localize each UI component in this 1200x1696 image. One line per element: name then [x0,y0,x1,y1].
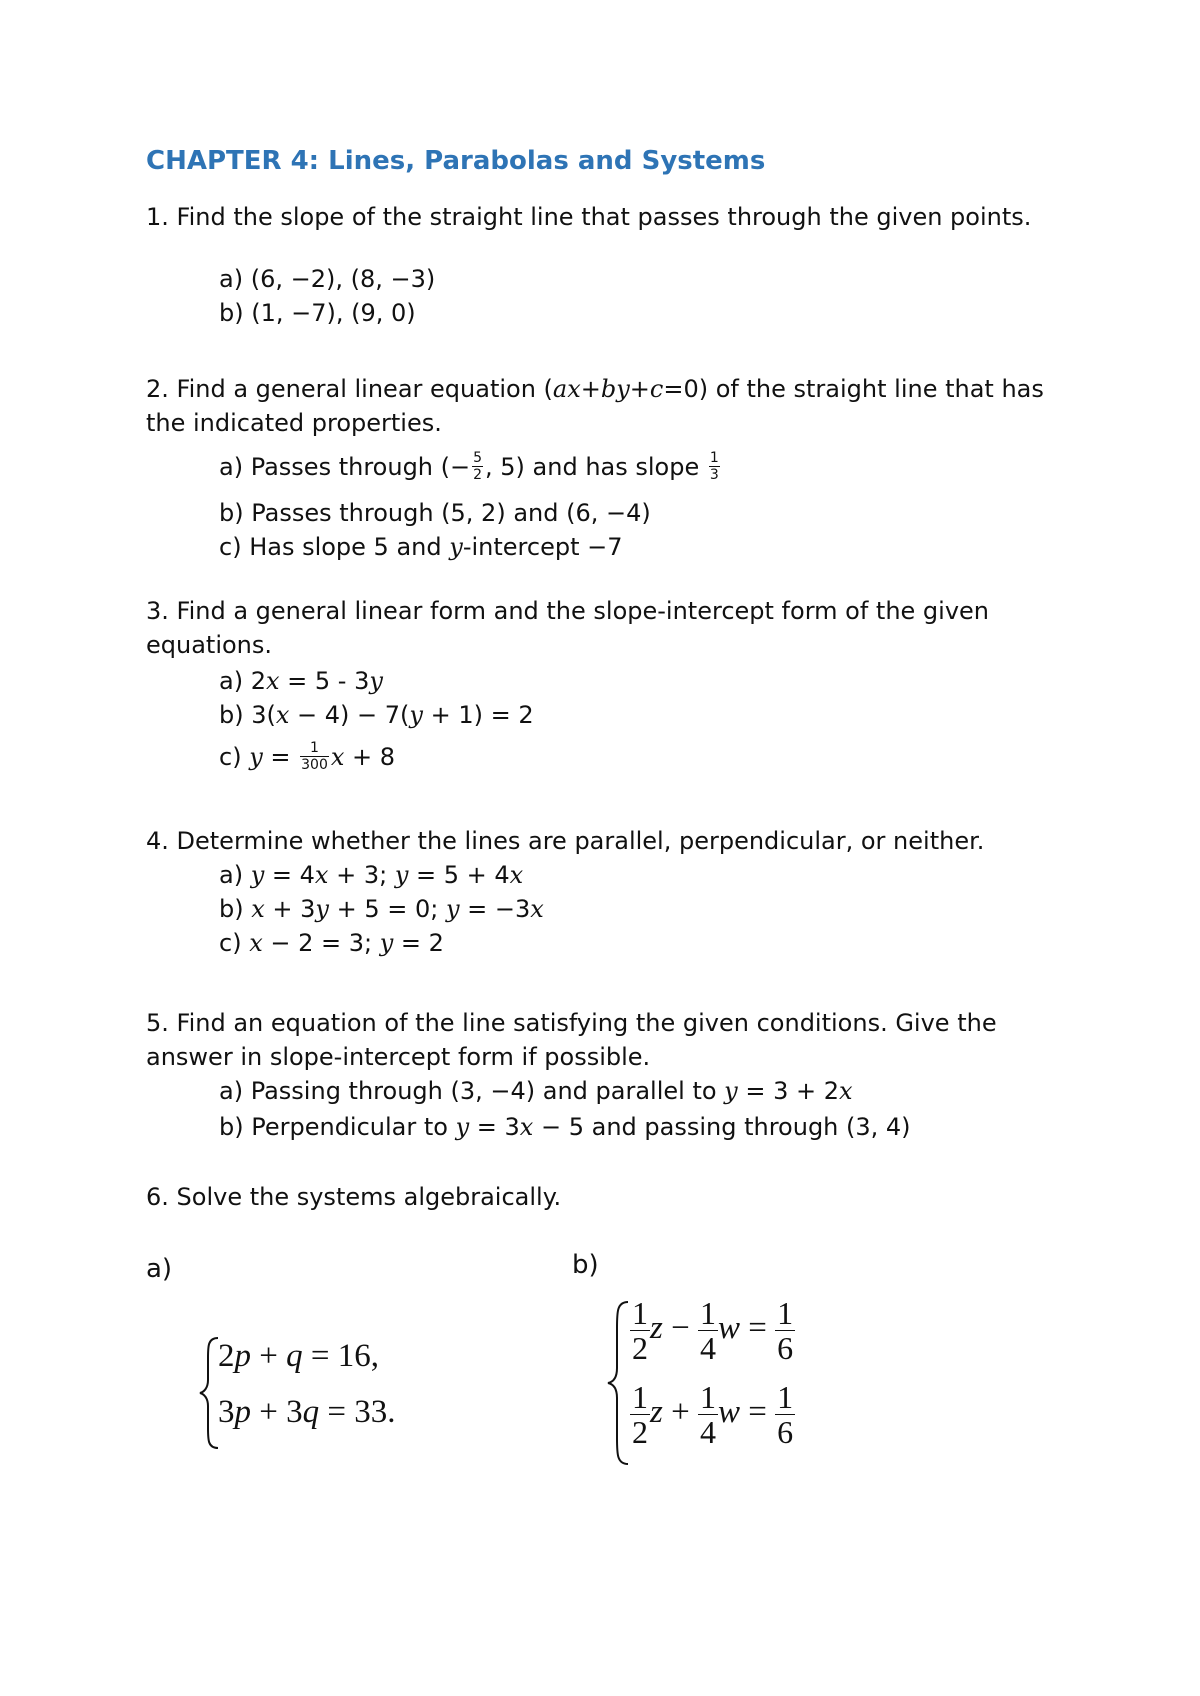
fraction-numerator: 1 [699,1379,716,1415]
variable: w [717,1310,740,1347]
fraction [698,1296,718,1365]
question-1b: b) (1, −7), (9, 0) [219,299,416,327]
q2-plus-1: + [580,375,601,403]
q2-text-before: 2. Find a general linear equation ( [146,375,553,403]
fraction-numerator: 1 [777,1295,794,1331]
q3a-mid: = 5 - 3 [279,667,370,695]
q3b-var-x: x [275,701,290,729]
fraction-numerator: 5 [473,449,483,466]
q5b-suffix: − 5 and passing through (3, 4) [533,1113,911,1141]
question-1-text: 1. Find the slope of the straight line that passes through the given points. [146,203,1032,231]
question-4b [219,892,544,926]
q4a-var: y [250,861,265,889]
q5a-var-x: x [839,1077,853,1105]
question-4c [219,926,444,960]
operator: = [739,1394,776,1431]
variable: q [286,1338,303,1374]
q4c-part: = 2 [393,929,444,957]
operator: + [251,1338,287,1374]
fraction-denominator: 6 [777,1330,794,1366]
chapter-title: CHAPTER 4: Lines, Parabolas and Systems [146,146,766,176]
fraction-denominator: 4 [699,1330,716,1366]
left-brace-icon [198,1336,220,1450]
variable: z [650,1394,663,1431]
fraction-denominator: 4 [699,1414,716,1450]
q3c-prefix: c) [219,743,250,771]
question-4a [219,858,523,892]
q4a-var: y [394,861,409,889]
question-6-text: 6. Solve the systems algebraically. [146,1183,562,1211]
q4b-var: x [530,895,544,923]
variable: p [234,1338,251,1374]
variable: p [234,1394,251,1430]
fraction-numerator: 1 [699,1295,716,1331]
question-3a [219,664,383,698]
system-b-equation-1 [630,1296,795,1365]
q3b-mid: − 4) − 7( [289,701,410,729]
fraction-numerator: 1 [777,1379,794,1415]
q2a-mid: , 5) and has slope [485,453,700,481]
question-4-text: 4. Determine whether the lines are parallel, perpendicular, or neither. [146,827,985,855]
question-1a: a) (6, −2), (8, −3) [219,265,436,293]
q2-text-after: ) of the straight line that has the indicated properties. [146,375,1044,437]
coefficient: 3 [218,1394,235,1430]
question-3-text: 3. Find a general linear form and the slope-intercept form of the given equations. [146,597,989,659]
q5b-prefix: b) Perpendicular to [219,1113,456,1141]
operator: + 3 [251,1394,303,1430]
q3c-eq: = [262,743,299,771]
q5a-var-y: y [724,1077,738,1105]
question-2b: b) Passes through (5, 2) and (6, −4) [219,499,651,527]
q4c-part: c) [219,929,250,957]
q2c-prefix: c) Has slope 5 and [219,533,450,561]
q4a-part: = 4 [264,861,315,889]
fraction-denominator: 2 [632,1414,648,1450]
fraction [630,1380,650,1449]
q4a-var: x [314,861,329,889]
operator: + [662,1394,698,1431]
q4c-part: − 2 = 3; [262,929,380,957]
q3b-suffix: + 1) = 2 [422,701,534,729]
q2-var-by: by [600,375,630,403]
system-a-equation-2 [218,1394,396,1431]
fraction-numerator: 1 [300,740,329,757]
system-a-equation-1 [218,1338,379,1375]
fraction-denominator: 300 [301,756,328,773]
q4b-part: b) [219,895,252,923]
fraction-denominator: 6 [777,1414,794,1450]
fraction-numerator: 1 [632,1295,648,1331]
q4b-var: y [445,895,460,923]
variable: z [650,1310,663,1347]
q3b-var-y: y [409,701,423,729]
q5a-prefix: a) Passing through (3, −4) and parallel to [219,1077,725,1105]
system-a [198,1332,458,1462]
q2-eq-zero: =0 [663,375,699,403]
q4a-part: + 3; [328,861,395,889]
q4b-part: + 3 [264,895,316,923]
q3c-var-x: x [330,743,345,771]
q3c-fraction [300,740,329,773]
system-b-label: b) [572,1250,599,1280]
q5b-var-y: y [455,1113,470,1141]
system-b-equation-2 [630,1380,795,1449]
question-5b [219,1110,911,1144]
q2a-point-fraction [472,450,483,483]
q2c-var-y: y [449,533,463,561]
fraction-numerator: 1 [709,449,719,466]
operator: − [662,1310,698,1347]
variable: q [302,1394,320,1430]
fraction-denominator: 2 [473,466,483,483]
right-hand-side: = 33. [319,1394,396,1430]
operator: = [739,1310,776,1347]
q3a-prefix: a) 2 [219,667,266,695]
right-hand-side: = 16, [302,1338,379,1374]
q3a-var-x: x [265,667,280,695]
q3a-var-y: y [369,667,383,695]
question-5a [219,1074,853,1108]
q3c-suffix: + 8 [344,743,396,771]
q4b-var: x [251,895,265,923]
system-b [606,1296,866,1472]
question-2a [219,450,722,485]
q2a-prefix: a) Passes through (− [219,453,471,481]
q2-plus-2: + [629,375,650,403]
q5b-mid: = 3 [469,1113,520,1141]
q4b-var: y [315,895,329,923]
fraction-denominator: 2 [632,1330,648,1366]
q5a-mid: = 3 + 2 [737,1077,840,1105]
q2a-slope-fraction [709,450,720,483]
question-2c [219,530,622,564]
q2-var-ax: ax [552,375,581,403]
q4b-part: = −3 [459,895,531,923]
question-5-text: 5. Find an equation of the line satisfying the given conditions. Give the answer in slope-intercept form if possible. [146,1009,997,1071]
variable: w [717,1394,740,1431]
question-3b [219,698,534,732]
fraction-denominator: 3 [709,466,719,483]
q3b-prefix: b) 3( [219,701,276,729]
q4c-var: x [249,929,263,957]
question-2-text [146,372,1066,440]
fraction [630,1296,650,1365]
q4c-var: y [379,929,394,957]
system-a-label: a) [146,1254,173,1284]
q4a-var: x [509,861,524,889]
coefficient: 2 [218,1338,235,1374]
fraction [775,1296,795,1365]
q5b-var-x: x [519,1113,534,1141]
left-brace-icon [606,1300,630,1466]
q2c-suffix: -intercept −7 [462,533,623,561]
q4b-part: + 5 = 0; [328,895,446,923]
q4a-part: a) [219,861,251,889]
fraction [698,1380,718,1449]
q4a-part: = 5 + 4 [408,861,510,889]
q3c-var-y: y [249,743,263,771]
question-3c [219,740,395,775]
fraction-numerator: 1 [632,1379,648,1415]
q2-var-c: c [649,375,664,403]
fraction [775,1380,795,1449]
